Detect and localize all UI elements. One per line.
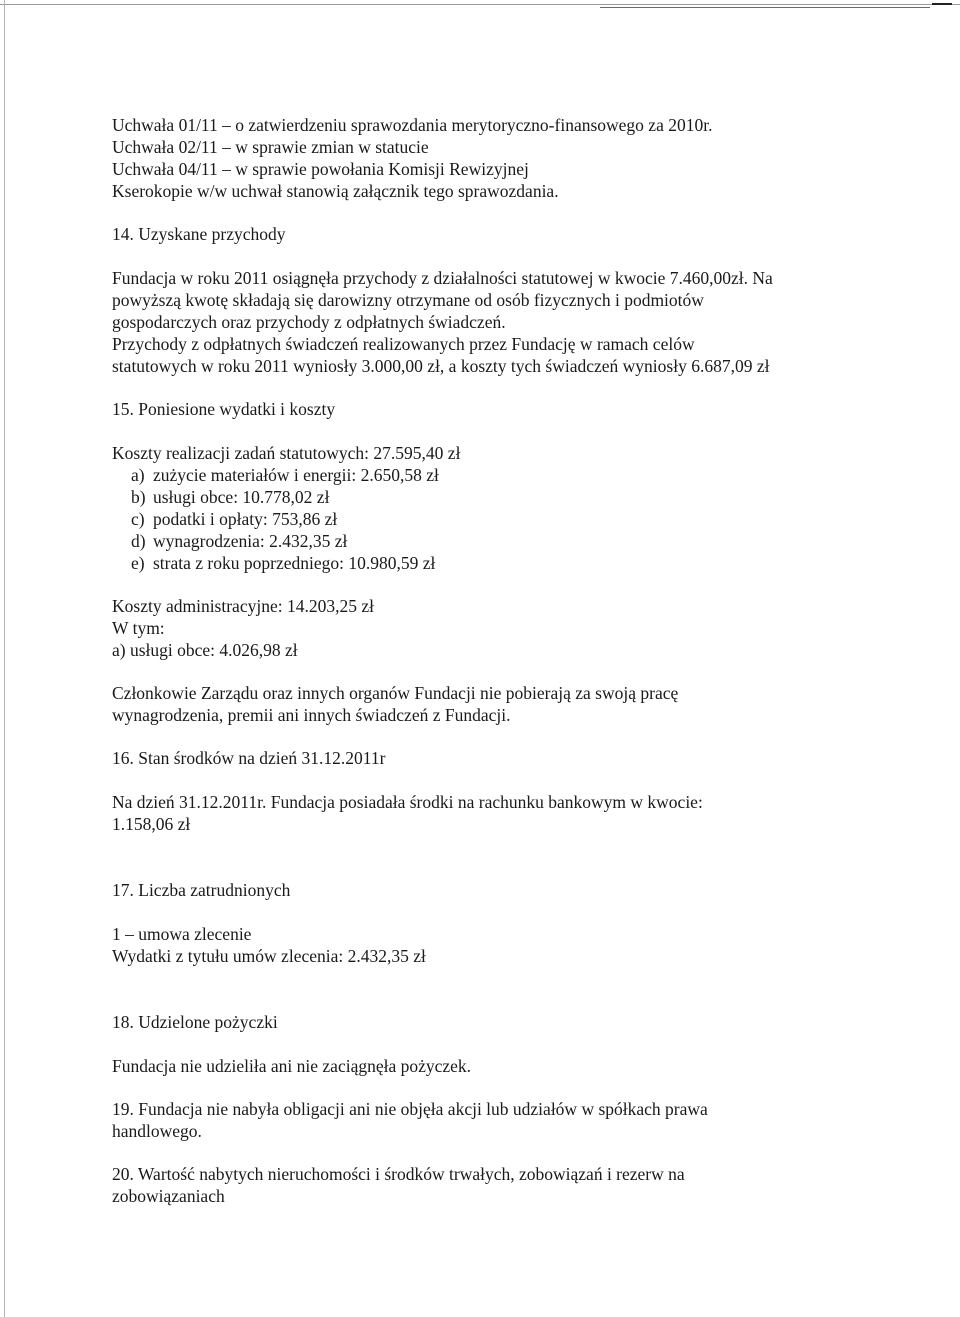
paid-services-line: statutowych w roku 2011 wyniosły 3.000,00 zł, a koszty tych świadczeń wyniosły 6.687,09 zł (112, 356, 770, 376)
list-item: e) strata z roku poprzedniego: 10.980,59 zł (131, 553, 436, 573)
board-remuneration-note: Członkowie Zarządu oraz innych organów Fundacji nie pobierają za swoją pracę wynagrodzenia, premii ani innych świadczeń z Fundacji. (112, 683, 679, 725)
resolution-04: Uchwała 04/11 – w sprawie powołania Komisji Rewizyjnej (112, 159, 529, 179)
document-page (112, 114, 832, 1207)
scan-top-edge-line (0, 4, 960, 5)
list-item: a) zużycie materiałów i energii: 2.650,58 zł (131, 465, 439, 485)
resolution-02: Uchwała 02/11 – w sprawie zmian w statucie (112, 137, 429, 157)
revenue-line: powyższą kwotę składają się darowizny otrzymane od osób fizycznych i podmiotów (112, 290, 704, 310)
revenue-line: Fundacja w roku 2011 osiągnęła przychody z działalności statutowej w kwocie 7.460,00zł. Na (112, 268, 773, 288)
resolution-01: Uchwała 01/11 – o zatwierdzeniu sprawozdania merytoryczno-finansowego za 2010r. (112, 115, 713, 135)
employment-paragraph: 1 – umowa zlecenie Wydatki z tytułu umów zlecenia: 2.432,35 zł (112, 924, 426, 966)
scan-corner-mark (932, 3, 952, 5)
paid-services-line: Przychody z odpłatnych świadczeń realizowanych przez Fundację w ramach celów (112, 334, 695, 354)
section-20-paragraph: 20. Wartość nabytych nieruchomości i środków trwałych, zobowiązań i rezerw na zobowiązaniach (112, 1164, 685, 1206)
scan-left-edge (4, 0, 5, 1317)
section-14-revenue-paragraph (112, 267, 832, 377)
admin-costs-total: Koszty administracyjne: 14.203,25 zł (112, 596, 374, 616)
resolutions-list (112, 114, 832, 202)
list-item: d) wynagrodzenia: 2.432,35 zł (131, 531, 348, 551)
section-16-heading: 16. Stan środków na dzień 31.12.2011r (112, 748, 386, 768)
admin-costs-including: W tym: (112, 618, 165, 638)
section-17-heading: 17. Liczba zatrudnionych (112, 880, 291, 900)
bank-balance-paragraph: Na dzień 31.12.2011r. Fundacja posiadała środki na rachunku bankowym w kwocie: 1.158,06 zł (112, 792, 703, 834)
loans-statement: Fundacja nie udzieliła ani nie zaciągnęła pożyczek. (112, 1056, 472, 1076)
statutory-costs-list (112, 464, 832, 574)
scan-top-edge-line-dark (600, 7, 930, 8)
section-14-heading: 14. Uzyskane przychody (112, 224, 286, 244)
admin-costs-item: a) usługi obce: 4.026,98 zł (112, 640, 298, 660)
resolutions-attachment-note: Kserokopie w/w uchwał stanowią załącznik tego sprawozdania. (112, 181, 559, 201)
list-item: c) podatki i opłaty: 753,86 zł (131, 509, 338, 529)
list-item: b) usługi obce: 10.778,02 zł (131, 487, 330, 507)
section-18-heading: 18. Udzielone pożyczki (112, 1012, 278, 1032)
section-19-paragraph: 19. Fundacja nie nabyła obligacji ani nie objęła akcji lub udziałów w spółkach prawa handlowego. (112, 1099, 708, 1141)
revenue-line: gospodarczych oraz przychody z odpłatnych świadczeń. (112, 312, 506, 332)
statutory-costs-total: Koszty realizacji zadań statutowych: 27.595,40 zł (112, 443, 461, 463)
section-15-heading: 15. Poniesione wydatki i koszty (112, 399, 336, 419)
